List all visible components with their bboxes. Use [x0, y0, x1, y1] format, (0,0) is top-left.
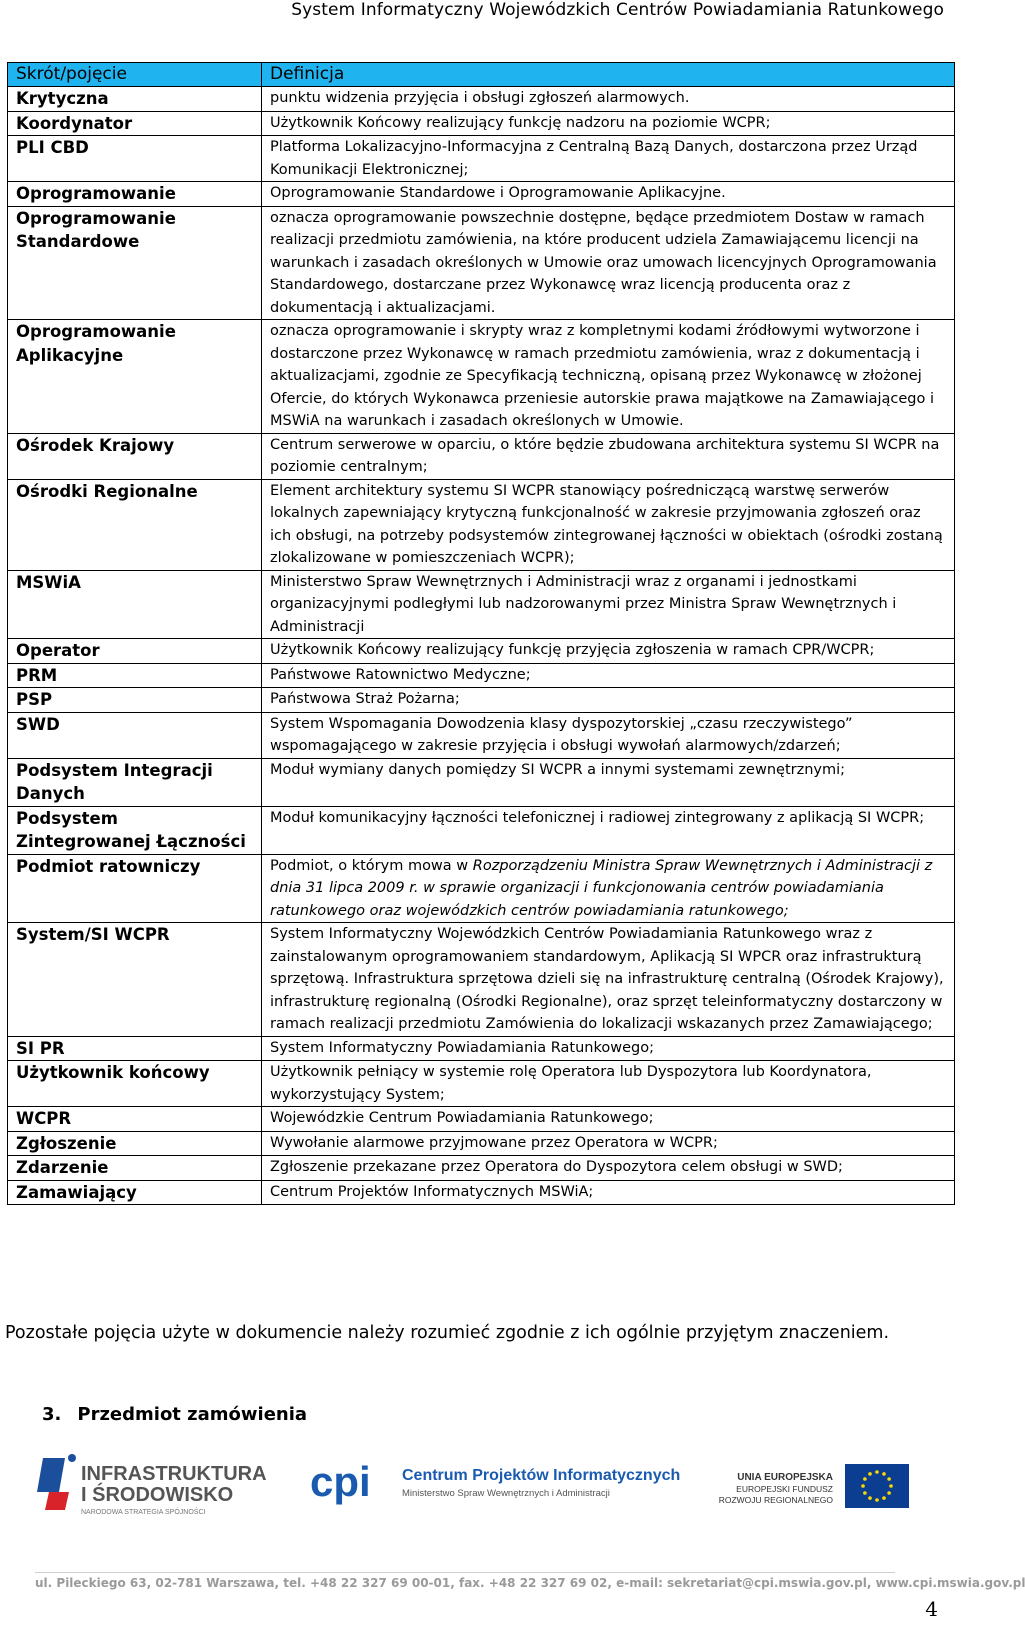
- term-cell: Podmiot ratowniczy: [8, 854, 262, 923]
- table-row: [8, 1061, 955, 1107]
- infra-line2: I ŚRODOWISKO: [81, 1484, 234, 1506]
- infra-line1: INFRASTRUKTURA: [81, 1463, 267, 1485]
- term-cell: Podsystem Integracji Danych: [8, 758, 262, 806]
- definition-cell: Użytkownik pełniący w systemie rolę Operatora lub Dyspozytora lub Koordynatora, wykorzystujący System;: [262, 1061, 955, 1107]
- eu-star-icon: [882, 1472, 886, 1476]
- table-row: [8, 1107, 955, 1132]
- table-row: [8, 320, 955, 434]
- table-row: [8, 87, 955, 112]
- definition-cell: Oprogramowanie Standardowe i Oprogramowanie Aplikacyjne.: [262, 182, 955, 207]
- term-cell: Oprogramowanie Aplikacyjne: [8, 320, 262, 434]
- definition-cell: Platforma Lokalizacyjno-Informacyjna z Centralną Bazą Danych, dostarczona przez Urząd Komunikacji Elektronicznej;: [262, 136, 955, 182]
- table-row: [8, 1131, 955, 1156]
- table-row: [8, 206, 955, 320]
- definition-cell: punktu widzenia przyjęcia i obsługi zgłoszeń alarmowych.: [262, 87, 955, 112]
- eu-star-icon: [863, 1491, 867, 1495]
- infrastruktura-logo: [35, 1448, 275, 1520]
- term-cell: Zamawiający: [8, 1180, 262, 1205]
- cpi-line1: Centrum Projektów Informatycznych: [402, 1467, 681, 1484]
- glossary-table: [7, 62, 955, 1205]
- eu-star-icon: [863, 1477, 867, 1481]
- definition-italic-text: Rozporządzeniu Ministra Spraw Wewnętrznych i Administracji z dnia 31 lipca 2009 r. w sprawie organizacji i funkcjonowania centrów powiadamiania ratunkowego oraz wojewódzkich centrów powiadamiania ratunkowego;: [270, 857, 933, 919]
- definition-cell: Centrum serwerowe w oparciu, o które będzie zbudowana architektura systemu SI WCPR na poziomie centralnym;: [262, 433, 955, 479]
- table-row: [8, 182, 955, 207]
- footer-address: ul. Pileckiego 63, 02-781 Warszawa, tel. +48 22 327 69 00-01, fax. +48 22 327 69 02, e-mail: sekretariat@cpi.mswia.gov.pl, www.cpi.mswia.gov.pl: [35, 1572, 895, 1590]
- term-cell: Użytkownik końcowy: [8, 1061, 262, 1107]
- section-title: Przedmiot zamówienia: [77, 1404, 308, 1425]
- section-heading: [42, 1404, 307, 1425]
- table-row: [8, 688, 955, 713]
- cpi-line2: Ministerstwo Spraw Wewnętrznych i Administracji: [402, 1488, 610, 1499]
- term-cell: Podsystem Zintegrowanej Łączności: [8, 806, 262, 854]
- term-cell: MSWiA: [8, 570, 262, 639]
- eu-star-icon: [875, 1470, 879, 1474]
- eu-star-icon: [889, 1484, 893, 1488]
- definition-cell: Moduł wymiany danych pomiędzy SI WCPR a innymi systemami zewnętrznymi;: [262, 758, 955, 806]
- section-number: 3.: [42, 1404, 62, 1425]
- table-row: [8, 806, 955, 854]
- table-row: [8, 639, 955, 664]
- term-cell: Koordynator: [8, 111, 262, 136]
- infra-mark-dot: [68, 1454, 76, 1462]
- page-number: 4: [925, 1597, 938, 1621]
- eu-star-icon: [868, 1472, 872, 1476]
- term-cell: Zdarzenie: [8, 1156, 262, 1181]
- eu-star-icon: [887, 1491, 891, 1495]
- table-row: [8, 854, 955, 923]
- definition-cell: System Informatyczny Powiadamiania Ratunkowego;: [262, 1036, 955, 1061]
- term-cell: PSP: [8, 688, 262, 713]
- eu-line3: ROZWOJU REGIONALNEGO: [718, 1495, 833, 1505]
- eu-star-icon: [882, 1496, 886, 1500]
- definition-cell: Element architektury systemu SI WCPR stanowiący pośredniczącą warstwę serwerów lokalnych zapewniający krytyczną funkcjonalność w zakresie przyjmowania zgłoszeń oraz ich obsługi, na potrzeby podsystemów zintegrowanej łączności w obiektach (ośrodki zostaną zlokalizowane w pomieszczeniach WCPR);: [262, 479, 955, 570]
- definition-cell: Ministerstwo Spraw Wewnętrznych i Administracji wraz z organami i jednostkami organizacyjnymi podległymi lub nadzorowanymi przez Ministra Spraw Wewnętrznych i Administracji: [262, 570, 955, 639]
- definition-cell: Centrum Projektów Informatycznych MSWiA;: [262, 1180, 955, 1205]
- closing-paragraph: Pozostałe pojęcia użyte w dokumencie należy rozumieć zgodnie z ich ogólnie przyjętym znaczeniem.: [5, 1323, 890, 1343]
- definition-cell: Państwowe Ratownictwo Medyczne;: [262, 663, 955, 688]
- term-cell: Oprogramowanie: [8, 182, 262, 207]
- table-row: [8, 479, 955, 570]
- definition-cell: Zgłoszenie przekazane przez Operatora do Dyspozytora celem obsługi w SWD;: [262, 1156, 955, 1181]
- definition-cell: Użytkownik Końcowy realizujący funkcję nadzoru na poziomie WCPR;: [262, 111, 955, 136]
- table-header-row: [8, 63, 955, 87]
- definition-cell: Użytkownik Końcowy realizujący funkcję przyjęcia zgłoszenia w ramach CPR/WCPR;: [262, 639, 955, 664]
- glossary-body: [8, 87, 955, 1205]
- definition-cell: [262, 854, 955, 923]
- logo-bar: [5, 1448, 955, 1528]
- term-cell: PRM: [8, 663, 262, 688]
- table-row: [8, 111, 955, 136]
- definition-text: Podmiot, o którym mowa w: [270, 857, 473, 874]
- eu-star-icon: [875, 1498, 879, 1502]
- document-header: System Informatyczny Wojewódzkich Centrów Powiadamiania Ratunkowego: [291, 0, 944, 20]
- definition-cell: Wojewódzkie Centrum Powiadamiania Ratunkowego;: [262, 1107, 955, 1132]
- cpi-logo: [310, 1456, 681, 1512]
- definition-cell: oznacza oprogramowanie i skrypty wraz z kompletnymi kodami źródłowymi wytworzone i dostarczone przez Wykonawcę w ramach przedmiotu zamówienia, wraz z dokumentacją i aktualizacjami, zgodnie ze Specyfikacją techniczną, opisaną przez Wykonawcę w złożonej Ofercie, do których Wykonawca przeniesie autorskie prawa majątkowe na Zamawiającego i MSWiA na warunkach i zasadach określonych w Umowie.: [262, 320, 955, 434]
- header-definition: Definicja: [262, 63, 955, 87]
- table-row: [8, 663, 955, 688]
- eu-line2: EUROPEJSKI FUNDUSZ: [736, 1484, 833, 1494]
- table-row: [8, 758, 955, 806]
- header-term: Skrót/pojęcie: [8, 63, 262, 87]
- infra-mark-blue: [37, 1458, 65, 1492]
- eu-star-icon: [868, 1496, 872, 1500]
- table-row: [8, 923, 955, 1037]
- table-row: [8, 1156, 955, 1181]
- table-row: [8, 1180, 955, 1205]
- term-cell: WCPR: [8, 1107, 262, 1132]
- eu-star-icon: [861, 1484, 865, 1488]
- definition-cell: oznacza oprogramowanie powszechnie dostępne, będące przedmiotem Dostaw w ramach realizacji przedmiotu zamówienia, na które producent udziela Zamawiającemu licencji na warunkach i zasadach określonych w Umowie oraz umowach licencyjnych Oprogramowania Standardowego, dostarczane przez Wykonawcę wraz licencją producenta oraz z dokumentacją i aktualizacjami.: [262, 206, 955, 320]
- term-cell: Ośrodek Krajowy: [8, 433, 262, 479]
- table-row: [8, 136, 955, 182]
- term-cell: Ośrodki Regionalne: [8, 479, 262, 570]
- cpi-mark: cpi: [310, 1458, 371, 1505]
- table-row: [8, 712, 955, 758]
- eu-star-icon: [887, 1477, 891, 1481]
- eu-line1: UNIA EUROPEJSKA: [737, 1472, 833, 1483]
- term-cell: Krytyczna: [8, 87, 262, 112]
- table-row: [8, 1036, 955, 1061]
- term-cell: Zgłoszenie: [8, 1131, 262, 1156]
- infra-line3: NARODOWA STRATEGIA SPÓJNOŚCI: [81, 1509, 206, 1516]
- infra-mark-red: [45, 1492, 69, 1510]
- eu-logo: [718, 1458, 940, 1513]
- term-cell: Oprogramowanie Standardowe: [8, 206, 262, 320]
- term-cell: PLI CBD: [8, 136, 262, 182]
- definition-cell: System Informatyczny Wojewódzkich Centrów Powiadamiania Ratunkowego wraz z zainstalowanym oprogramowaniem standardowym, Aplikacją SI WPCR oraz infrastrukturą sprzętową. Infrastruktura sprzętowa dzieli się na infrastrukturę centralną (Ośrodek Krajowy), infrastrukturę regionalną (Ośrodki Regionalne), oraz sprzęt teleinformatyczny dostarczony w ramach realizacji przedmiotu Zamówienia do lokalizacji wskazanych przez Zamawiającego;: [262, 923, 955, 1037]
- table-row: [8, 570, 955, 639]
- definition-cell: Wywołanie alarmowe przyjmowane przez Operatora w WCPR;: [262, 1131, 955, 1156]
- definition-cell: System Wspomagania Dowodzenia klasy dyspozytorskiej „czasu rzeczywistego” wspomagającego w zakresie przyjęcia i obsługi wywołań alarmowych/zdarzeń;: [262, 712, 955, 758]
- definition-cell: Moduł komunikacyjny łączności telefonicznej i radiowej zintegrowany z aplikacją SI WCPR;: [262, 806, 955, 854]
- table-row: [8, 433, 955, 479]
- term-cell: SWD: [8, 712, 262, 758]
- term-cell: System/SI WCPR: [8, 923, 262, 1037]
- term-cell: Operator: [8, 639, 262, 664]
- definition-cell: Państwowa Straż Pożarna;: [262, 688, 955, 713]
- term-cell: SI PR: [8, 1036, 262, 1061]
